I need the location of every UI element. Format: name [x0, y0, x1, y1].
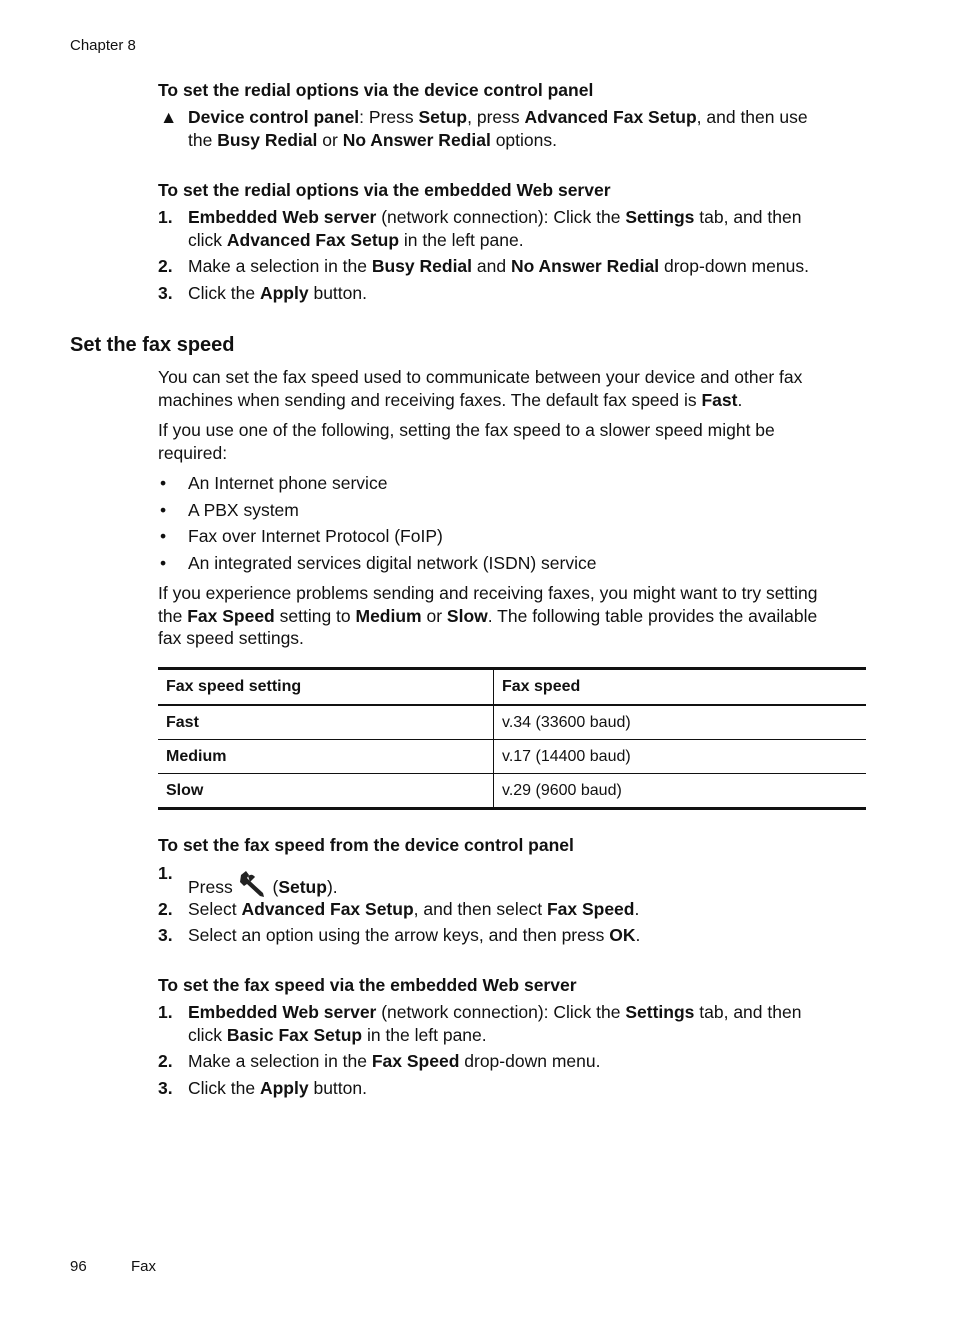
paragraph-2-line-2: required: — [158, 443, 228, 463]
table-cell: v.29 (9600 baud) — [502, 781, 622, 799]
speed-web-step-1-line-2: click Basic Fax Setup in the left pane. — [188, 1025, 487, 1045]
table-row — [158, 740, 866, 774]
paragraph-3-line-1: If you experience problems sending and receiving faxes, you might want to try setting — [158, 583, 818, 603]
table-row — [158, 705, 866, 740]
bullet-icon: • — [160, 473, 167, 493]
paragraph-2-line-1: If you use one of the following, setting the fax speed to a slower speed might be — [158, 420, 775, 440]
paragraph-3-line-2: the Fax Speed setting to Medium or Slow. The following table provides the available — [158, 606, 818, 626]
redial-panel-heading: To set the redial options via the device control panel — [158, 80, 594, 100]
table-cell: v.34 (33600 baud) — [494, 705, 867, 740]
table-cell: Slow — [158, 774, 494, 809]
table-cell: Fast — [158, 705, 494, 740]
fax-speed-table — [158, 667, 866, 810]
table-header-cell: Fax speed — [494, 669, 867, 706]
redial-panel-line-2: the Busy Redial or No Answer Redial options. — [188, 130, 557, 150]
speed-panel-step-1: 1. Press (Setup). — [158, 863, 338, 897]
bullet-icon: • — [160, 500, 167, 520]
table-header-row — [158, 669, 866, 706]
speed-panel-heading: To set the fax speed from the device control panel — [158, 835, 574, 855]
paragraph-3-line-3: fax speed settings. — [158, 628, 304, 648]
table-cell: Medium — [158, 740, 494, 774]
redial-web-heading: To set the redial options via the embedded Web server — [158, 180, 611, 200]
wrench-icon — [238, 871, 268, 899]
redial-web-step-1-line-2: click Advanced Fax Setup in the left pane. — [188, 230, 524, 250]
page-number: 96 — [70, 1258, 87, 1275]
footer-section: Fax — [131, 1258, 157, 1275]
table-cell: v.17 (14400 baud) — [494, 740, 867, 774]
chapter-header: Chapter 8 — [70, 37, 136, 54]
paragraph-1-line-2: machines when sending and receiving faxes. The default fax speed is Fast. — [158, 390, 743, 410]
speed-web-heading: To set the fax speed via the embedded Web server — [158, 975, 577, 995]
redial-panel-line-1: Device control panel: Press Setup, press Advanced Fax Setup, and then use — [188, 107, 808, 127]
bullet-icon: • — [160, 526, 167, 546]
bullet-icon: • — [160, 553, 167, 573]
table-row — [158, 774, 866, 809]
table-header-cell: Fax speed setting — [158, 669, 494, 706]
section-title-fax-speed: Set the fax speed — [70, 334, 235, 356]
triangle-marker-icon: ▲ — [160, 107, 178, 127]
paragraph-1-line-1: You can set the fax speed used to communicate between your device and other fax — [158, 367, 803, 387]
